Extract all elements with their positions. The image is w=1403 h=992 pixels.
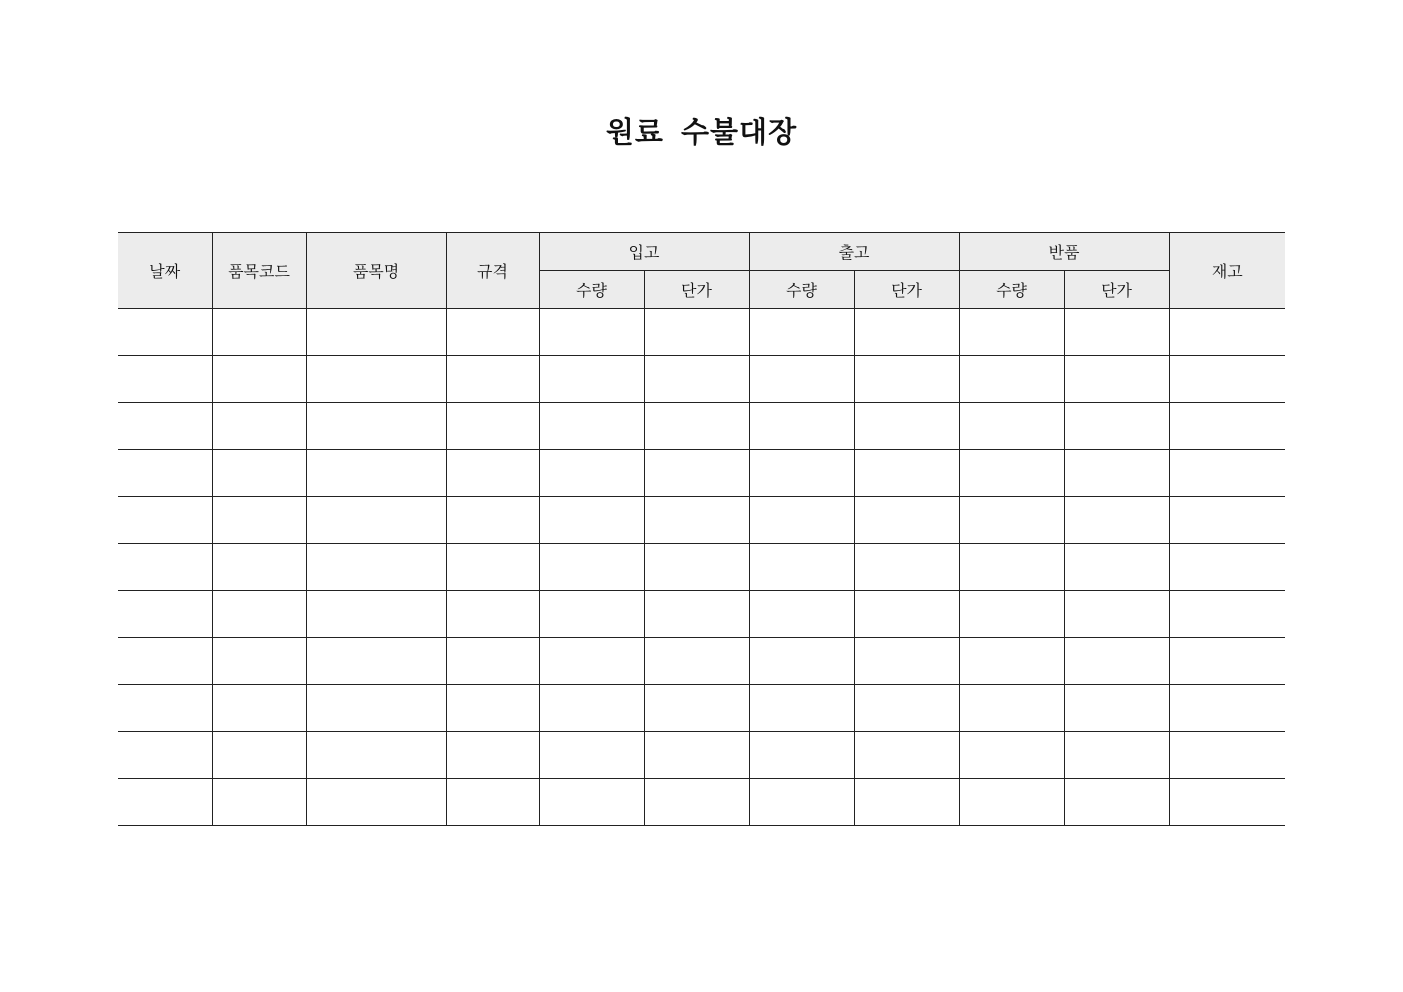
return-price-cell[interactable] [1064,591,1169,638]
spec-cell[interactable] [446,497,539,544]
item-name-cell[interactable] [306,403,446,450]
issue-price-cell[interactable] [854,591,959,638]
table-row [118,685,1285,732]
issue-price-cell[interactable] [854,309,959,356]
receipt-price-cell[interactable] [644,450,749,497]
item-code-cell[interactable] [212,732,306,779]
table-row [118,450,1285,497]
stock-cell[interactable] [1169,450,1285,497]
receipt-price-cell[interactable] [644,591,749,638]
issue-qty-cell[interactable] [749,685,854,732]
stock-cell[interactable] [1169,403,1285,450]
issue-price-cell[interactable] [854,732,959,779]
spec-cell[interactable] [446,356,539,403]
item-code-cell[interactable] [212,356,306,403]
spec-cell[interactable] [446,779,539,826]
return-price-cell[interactable] [1064,309,1169,356]
ledger-table [118,232,1285,826]
receipt-qty-cell[interactable] [539,638,644,685]
return-price-cell[interactable] [1064,638,1169,685]
issue-qty-cell[interactable] [749,779,854,826]
header-return-qty: 수량 [959,271,1064,309]
header-issue: 출고 [749,233,959,271]
date-cell[interactable] [118,732,212,779]
spec-cell[interactable] [446,403,539,450]
item-code-cell[interactable] [212,779,306,826]
stock-cell[interactable] [1169,591,1285,638]
table-header [118,233,1285,309]
spec-cell[interactable] [446,544,539,591]
issue-qty-cell[interactable] [749,450,854,497]
item-code-cell[interactable] [212,591,306,638]
return-qty-cell[interactable] [959,732,1064,779]
table-row [118,732,1285,779]
stock-cell[interactable] [1169,544,1285,591]
return-price-cell[interactable] [1064,450,1169,497]
item-name-cell[interactable] [306,638,446,685]
receipt-qty-cell[interactable] [539,356,644,403]
item-name-cell[interactable] [306,591,446,638]
table-row [118,403,1285,450]
receipt-price-cell[interactable] [644,356,749,403]
issue-qty-cell[interactable] [749,638,854,685]
header-spec: 규격 [446,233,539,309]
table-row [118,544,1285,591]
item-name-cell[interactable] [306,544,446,591]
date-cell[interactable] [118,309,212,356]
issue-qty-cell[interactable] [749,591,854,638]
item-code-cell[interactable] [212,450,306,497]
header-return: 반품 [959,233,1169,271]
receipt-qty-cell[interactable] [539,309,644,356]
issue-price-cell[interactable] [854,497,959,544]
date-cell[interactable] [118,544,212,591]
return-price-cell[interactable] [1064,732,1169,779]
issue-price-cell[interactable] [854,544,959,591]
stock-cell[interactable] [1169,779,1285,826]
date-cell[interactable] [118,685,212,732]
issue-price-cell[interactable] [854,779,959,826]
table-row [118,638,1285,685]
date-cell[interactable] [118,779,212,826]
issue-qty-cell[interactable] [749,356,854,403]
spec-cell[interactable] [446,450,539,497]
header-receipt-qty: 수량 [539,271,644,309]
return-qty-cell[interactable] [959,779,1064,826]
return-qty-cell[interactable] [959,591,1064,638]
issue-qty-cell[interactable] [749,309,854,356]
date-cell[interactable] [118,497,212,544]
item-code-cell[interactable] [212,497,306,544]
header-stock: 재고 [1169,233,1285,309]
header-receipt-price: 단가 [644,271,749,309]
issue-qty-cell[interactable] [749,732,854,779]
item-code-cell[interactable] [212,309,306,356]
return-price-cell[interactable] [1064,685,1169,732]
date-cell[interactable] [118,638,212,685]
issue-price-cell[interactable] [854,685,959,732]
receipt-price-cell[interactable] [644,403,749,450]
date-cell[interactable] [118,450,212,497]
spec-cell[interactable] [446,591,539,638]
receipt-price-cell[interactable] [644,497,749,544]
return-price-cell[interactable] [1064,356,1169,403]
return-qty-cell[interactable] [959,356,1064,403]
header-date: 날짜 [118,233,212,309]
item-name-cell[interactable] [306,732,446,779]
stock-cell[interactable] [1169,356,1285,403]
return-qty-cell[interactable] [959,497,1064,544]
receipt-qty-cell[interactable] [539,497,644,544]
stock-cell[interactable] [1169,309,1285,356]
return-price-cell[interactable] [1064,497,1169,544]
receipt-qty-cell[interactable] [539,732,644,779]
item-code-cell[interactable] [212,685,306,732]
header-item-code: 품목코드 [212,233,306,309]
item-name-cell[interactable] [306,779,446,826]
issue-qty-cell[interactable] [749,403,854,450]
issue-price-cell[interactable] [854,638,959,685]
return-price-cell[interactable] [1064,403,1169,450]
table-row [118,779,1285,826]
item-name-cell[interactable] [306,685,446,732]
date-cell[interactable] [118,591,212,638]
return-qty-cell[interactable] [959,450,1064,497]
table-body [118,309,1285,826]
receipt-price-cell[interactable] [644,544,749,591]
header-item-name: 품목명 [306,233,446,309]
table-row [118,497,1285,544]
receipt-qty-cell[interactable] [539,450,644,497]
spec-cell[interactable] [446,638,539,685]
page-title: 원료 수불대장 [605,115,798,149]
issue-price-cell[interactable] [854,356,959,403]
item-code-cell[interactable] [212,403,306,450]
stock-cell[interactable] [1169,685,1285,732]
stock-cell[interactable] [1169,497,1285,544]
spec-cell[interactable] [446,732,539,779]
receipt-qty-cell[interactable] [539,591,644,638]
spec-cell[interactable] [446,685,539,732]
item-name-cell[interactable] [306,309,446,356]
table-row [118,356,1285,403]
return-qty-cell[interactable] [959,309,1064,356]
return-qty-cell[interactable] [959,403,1064,450]
table-row [118,309,1285,356]
return-price-cell[interactable] [1064,544,1169,591]
item-code-cell[interactable] [212,544,306,591]
header-issue-price: 단가 [854,271,959,309]
receipt-price-cell[interactable] [644,309,749,356]
stock-cell[interactable] [1169,732,1285,779]
return-qty-cell[interactable] [959,544,1064,591]
issue-price-cell[interactable] [854,403,959,450]
spec-cell[interactable] [446,309,539,356]
receipt-qty-cell[interactable] [539,544,644,591]
date-cell[interactable] [118,356,212,403]
issue-price-cell[interactable] [854,450,959,497]
date-cell[interactable] [118,403,212,450]
return-price-cell[interactable] [1064,779,1169,826]
receipt-price-cell[interactable] [644,638,749,685]
receipt-qty-cell[interactable] [539,403,644,450]
receipt-qty-cell[interactable] [539,685,644,732]
issue-qty-cell[interactable] [749,544,854,591]
item-name-cell[interactable] [306,356,446,403]
receipt-price-cell[interactable] [644,779,749,826]
item-name-cell[interactable] [306,497,446,544]
table-row [118,591,1285,638]
header-issue-qty: 수량 [749,271,854,309]
issue-qty-cell[interactable] [749,497,854,544]
receipt-price-cell[interactable] [644,685,749,732]
stock-cell[interactable] [1169,638,1285,685]
header-receipt: 입고 [539,233,749,271]
item-code-cell[interactable] [212,638,306,685]
return-qty-cell[interactable] [959,638,1064,685]
item-name-cell[interactable] [306,450,446,497]
header-return-price: 단가 [1064,271,1169,309]
receipt-price-cell[interactable] [644,732,749,779]
receipt-qty-cell[interactable] [539,779,644,826]
return-qty-cell[interactable] [959,685,1064,732]
